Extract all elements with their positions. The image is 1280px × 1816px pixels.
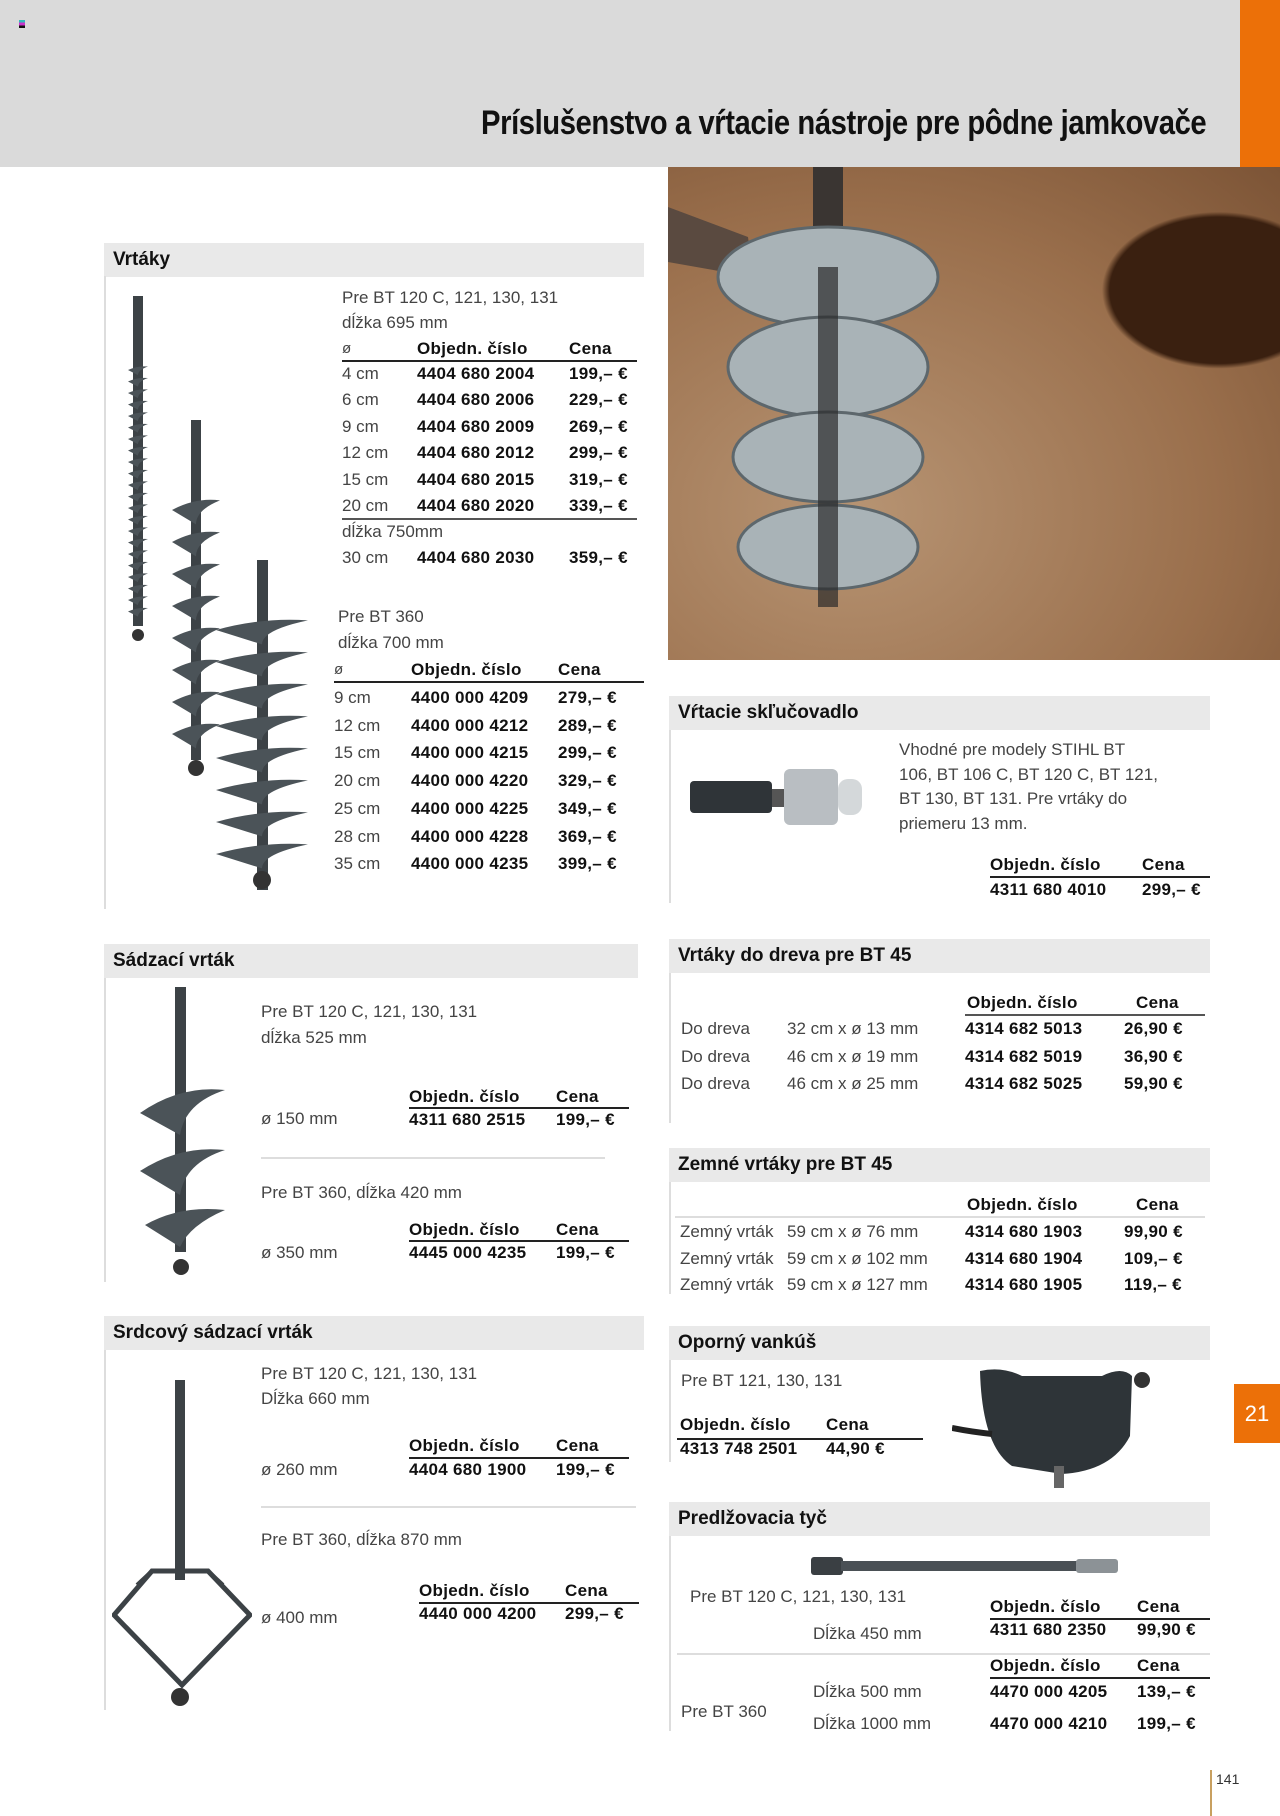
- srdcovy-b-models: Pre BT 360, dĺžka 870 mm: [261, 1530, 462, 1549]
- vrtaky-bt360-row-n: 4400 000 4228: [411, 827, 529, 846]
- vrtaky-bt360-row-n: 4400 000 4235: [411, 854, 529, 873]
- table-rule: [342, 518, 637, 520]
- print-marks-icon: [19, 20, 25, 28]
- oporny-price: 44,90 €: [826, 1439, 885, 1458]
- vrtaky-bt120-row-n: 4404 680 2006: [417, 390, 535, 409]
- skluc-number: 4311 680 4010: [990, 880, 1107, 899]
- auger-tip: [253, 871, 271, 889]
- table-rule: [965, 1014, 1205, 1016]
- vrtaky-bt120-row-n: 4404 680 2009: [417, 417, 535, 436]
- orange-corner-bar: [1240, 0, 1280, 167]
- vrtaky-bt360-row-p: 299,– €: [558, 743, 617, 762]
- col-order: Objedn. číslo: [409, 1436, 520, 1455]
- drevo-row-a: Do dreva: [681, 1047, 750, 1066]
- predl-b2-number: 4470 000 4210: [990, 1714, 1108, 1733]
- auger-in-soil-photo: [668, 167, 1280, 660]
- col-price: Cena: [569, 339, 612, 358]
- vrtaky-bt120-row-d: 12 cm: [342, 443, 389, 462]
- augers-image: [115, 290, 315, 900]
- section-border: [669, 1182, 671, 1294]
- srdcovy-a-models: Pre BT 120 C, 121, 130, 131: [261, 1364, 478, 1383]
- divider: [677, 1653, 1210, 1655]
- vrtaky-bt120-row-n: 4404 680 2015: [417, 470, 535, 489]
- auger-flight: [128, 596, 148, 605]
- predl-b1-length: Dĺžka 500 mm: [813, 1682, 922, 1701]
- vrtaky-bt360-row-p: 369,– €: [558, 827, 617, 846]
- auger-flight: [128, 412, 148, 421]
- predl-a-length: Dĺžka 450 mm: [813, 1624, 922, 1643]
- srdcovy-a-dia: ø 260 mm: [261, 1460, 338, 1479]
- drevo-row-n: 4314 682 5013: [965, 1019, 1083, 1038]
- col-order: Objedn. číslo: [990, 855, 1101, 874]
- zemne-row-a: Zemný vrták: [680, 1249, 774, 1268]
- sadzaci-b-dia: ø 350 mm: [261, 1243, 338, 1262]
- predl-b1-number: 4470 000 4205: [990, 1682, 1108, 1701]
- sadzaci-a-price: 199,– €: [556, 1110, 615, 1129]
- bt360-models: Pre BT 360: [338, 607, 424, 626]
- sadzaci-a-number: 4311 680 2515: [409, 1110, 526, 1129]
- auger-flight: [128, 493, 148, 502]
- col-order: Objedn. číslo: [967, 993, 1078, 1012]
- support-cushion-image: [952, 1366, 1162, 1491]
- zemne-row-n: 4314 680 1904: [965, 1249, 1083, 1268]
- vrtaky-bt360-row-d: 20 cm: [334, 771, 381, 790]
- vrtaky-bt360-row-p: 279,– €: [558, 688, 617, 707]
- skluc-price: 299,– €: [1142, 880, 1201, 899]
- col-price: Cena: [556, 1087, 599, 1106]
- predl-b2-length: Dĺžka 1000 mm: [813, 1714, 932, 1733]
- sadzaci-b-models: Pre BT 360, dĺžka 420 mm: [261, 1183, 462, 1202]
- zemne-row-p: 119,– €: [1124, 1275, 1182, 1294]
- col-order: Objedn. číslo: [419, 1581, 530, 1600]
- vrtaky-bt120-750-row-d: 30 cm: [342, 548, 389, 567]
- col-price: Cena: [556, 1220, 599, 1239]
- page-number-line: [1210, 1770, 1212, 1816]
- sadzaci-b-price: 199,– €: [556, 1243, 615, 1262]
- vrtaky-bt120-750-row-p: 359,– €: [569, 548, 628, 567]
- auger-tip: [132, 629, 144, 641]
- auger-flight: [172, 692, 220, 717]
- predl-b2-price: 199,– €: [1137, 1714, 1196, 1733]
- drevo-row-n: 4314 682 5019: [965, 1047, 1083, 1066]
- vrtaky-bt120-row-p: 269,– €: [569, 417, 628, 436]
- vrtaky-bt120-row-d: 9 cm: [342, 417, 379, 436]
- zemne-row-n: 4314 680 1905: [965, 1275, 1083, 1294]
- skluc-desc-3: BT 130, BT 131. Pre vrtáky do: [899, 789, 1128, 808]
- auger-flight: [128, 573, 148, 582]
- section-border: [104, 1350, 106, 1710]
- vrtaky-bt360-row-n: 4400 000 4220: [411, 771, 529, 790]
- auger-flight: [128, 562, 148, 571]
- auger-flight: [128, 608, 148, 617]
- sadzaci-a-dia: ø 150 mm: [261, 1109, 338, 1128]
- auger-photo-drawing: [668, 167, 1280, 660]
- drevo-row-p: 59,90 €: [1124, 1074, 1183, 1093]
- drevo-row-a: Do dreva: [681, 1019, 750, 1038]
- drevo-row-s: 32 cm x ø 13 mm: [787, 1019, 919, 1038]
- vrtaky-bt120-row-p: 229,– €: [569, 390, 628, 409]
- vrtaky-bt360-row-d: 9 cm: [334, 688, 371, 707]
- section-border: [669, 1360, 671, 1462]
- auger-flight: [172, 660, 220, 685]
- auger-flight: [172, 564, 220, 589]
- vrtaky-bt120-row-d: 6 cm: [342, 390, 379, 409]
- auger-flight: [172, 532, 220, 557]
- auger-flight: [216, 620, 308, 645]
- oporny-number: 4313 748 2501: [680, 1439, 798, 1458]
- bt360-length: dĺžka 700 mm: [338, 633, 444, 652]
- sadzaci-a-models: Pre BT 120 C, 121, 130, 131: [261, 1002, 478, 1021]
- auger-flight: [128, 401, 148, 410]
- col-order: Objedn. číslo: [990, 1656, 1101, 1675]
- section-header-vrtaky: Vrtáky: [104, 243, 644, 277]
- skluc-desc-2: 106, BT 106 C, BT 120 C, BT 121,: [899, 765, 1158, 784]
- divider: [261, 1157, 605, 1159]
- section-header-skluc: Vŕtacie skľučovadlo: [669, 696, 1210, 730]
- vrtaky-bt120-row-n: 4404 680 2020: [417, 496, 535, 515]
- table-rule: [342, 360, 637, 362]
- table-rule: [675, 1216, 1205, 1218]
- vrtaky-bt120-row-n: 4404 680 2012: [417, 443, 535, 462]
- vrtaky-bt120-row-d: 20 cm: [342, 496, 389, 515]
- col-dia: ø: [342, 340, 352, 357]
- auger-flight: [128, 516, 148, 525]
- predl-a-number: 4311 680 2350: [990, 1620, 1107, 1639]
- col-price: Cena: [1137, 1656, 1180, 1675]
- predl-b-models: Pre BT 360: [681, 1702, 767, 1721]
- zemne-row-s: 59 cm x ø 102 mm: [787, 1249, 928, 1268]
- vrtaky-bt360-row-p: 349,– €: [558, 799, 617, 818]
- vrtaky-bt360-row-n: 4400 000 4225: [411, 799, 529, 818]
- auger-flight: [128, 539, 148, 548]
- predl-a-price: 99,90 €: [1137, 1620, 1196, 1639]
- zemne-row-a: Zemný vrták: [680, 1275, 774, 1294]
- vrtaky-bt360-row-n: 4400 000 4212: [411, 716, 529, 735]
- planting-auger-image: [135, 985, 245, 1285]
- auger-flight: [216, 684, 308, 709]
- drevo-row-s: 46 cm x ø 19 mm: [787, 1047, 919, 1066]
- vrtaky-bt360-row-d: 12 cm: [334, 716, 381, 735]
- section-header-predl: Predlžovacia tyč: [669, 1502, 1210, 1536]
- auger-flight: [128, 527, 148, 536]
- extension-rod-image: [811, 1555, 1121, 1579]
- section-border: [669, 973, 671, 1123]
- table-rule: [990, 876, 1210, 878]
- srdcovy-b-price: 299,– €: [565, 1604, 624, 1623]
- vrtaky-bt120-row-d: 15 cm: [342, 470, 389, 489]
- auger-flight: [128, 378, 148, 387]
- table-rule: [409, 1240, 629, 1242]
- col-price: Cena: [1136, 993, 1179, 1012]
- section-header-sadzaci: Sádzací vrták: [104, 944, 638, 978]
- vrtaky-bt360-row-d: 15 cm: [334, 743, 381, 762]
- sadzaci-a-length: dĺžka 525 mm: [261, 1028, 367, 1047]
- auger-flight: [128, 435, 148, 444]
- table-rule: [409, 1107, 629, 1109]
- auger-flight: [128, 585, 148, 594]
- bt120-models: Pre BT 120 C, 121, 130, 131: [342, 288, 559, 307]
- auger-flight: [216, 812, 308, 837]
- section-header-drevo: Vrtáky do dreva pre BT 45: [669, 939, 1210, 973]
- auger-flight: [128, 481, 148, 490]
- auger-flight: [128, 366, 148, 375]
- sadzaci-b-number: 4445 000 4235: [409, 1243, 527, 1262]
- col-order: Objedn. číslo: [967, 1195, 1078, 1214]
- zemne-row-s: 59 cm x ø 76 mm: [787, 1222, 919, 1241]
- col-order: Objedn. číslo: [417, 339, 528, 358]
- auger-flight: [216, 652, 308, 677]
- zemne-row-s: 59 cm x ø 127 mm: [787, 1275, 928, 1294]
- col-price: Cena: [1142, 855, 1185, 874]
- section-border: [104, 276, 106, 909]
- auger-flight: [216, 780, 308, 805]
- auger-flight: [128, 458, 148, 467]
- col-dia: ø: [334, 661, 344, 678]
- table-rule: [334, 681, 644, 683]
- section-header-zemne: Zemné vrtáky pre BT 45: [669, 1148, 1210, 1182]
- auger-flight: [216, 716, 308, 741]
- vrtaky-bt120-row-p: 199,– €: [569, 364, 628, 383]
- page-number: 141: [1216, 1771, 1240, 1787]
- auger-flight: [128, 447, 148, 456]
- vrtaky-bt120-750-row-n: 4404 680 2030: [417, 548, 535, 567]
- section-border: [104, 978, 106, 1282]
- auger-flight: [216, 844, 308, 869]
- auger-flight: [128, 424, 148, 433]
- drevo-row-p: 26,90 €: [1124, 1019, 1183, 1038]
- auger-flight: [216, 748, 308, 773]
- auger-flight: [128, 389, 148, 398]
- skluc-desc-1: Vhodné pre modely STIHL BT: [899, 740, 1126, 759]
- zemne-row-a: Zemný vrták: [680, 1222, 774, 1241]
- vrtaky-bt120-row-d: 4 cm: [342, 364, 379, 383]
- vrtaky-bt120-row-n: 4404 680 2004: [417, 364, 535, 383]
- col-order: Objedn. číslo: [411, 660, 522, 679]
- predl-b1-price: 139,– €: [1137, 1682, 1196, 1701]
- col-price: Cena: [1137, 1597, 1180, 1616]
- srdcovy-a-length: Dĺžka 660 mm: [261, 1389, 370, 1408]
- vrtaky-bt360-row-n: 4400 000 4209: [411, 688, 529, 707]
- vrtaky-bt360-row-d: 35 cm: [334, 854, 381, 873]
- chapter-tab: 21: [1234, 1384, 1280, 1443]
- srdcovy-a-number: 4404 680 1900: [409, 1460, 527, 1479]
- zemne-row-n: 4314 680 1903: [965, 1222, 1083, 1241]
- skluc-desc-4: priemeru 13 mm.: [899, 814, 1028, 833]
- col-price: Cena: [565, 1581, 608, 1600]
- section-border: [669, 730, 671, 903]
- col-price: Cena: [556, 1436, 599, 1455]
- page-title: Príslušenstvo a vŕtacie nástroje pre pôdne jamkovače: [480, 104, 1206, 142]
- drevo-row-n: 4314 682 5025: [965, 1074, 1083, 1093]
- vrtaky-bt360-row-d: 28 cm: [334, 827, 381, 846]
- vrtaky-bt360-row-p: 329,– €: [558, 771, 617, 790]
- vrtaky-bt360-row-n: 4400 000 4215: [411, 743, 529, 762]
- vrtaky-bt360-row-d: 25 cm: [334, 799, 381, 818]
- col-price: Cena: [826, 1415, 869, 1434]
- table-rule: [990, 1677, 1210, 1679]
- drevo-row-p: 36,90 €: [1124, 1047, 1183, 1066]
- drevo-row-a: Do dreva: [681, 1074, 750, 1093]
- drevo-row-s: 46 cm x ø 25 mm: [787, 1074, 919, 1093]
- auger-flight: [172, 596, 220, 621]
- col-order: Objedn. číslo: [409, 1220, 520, 1239]
- col-price: Cena: [558, 660, 601, 679]
- col-order: Objedn. číslo: [409, 1087, 520, 1106]
- srdcovy-b-number: 4440 000 4200: [419, 1604, 537, 1623]
- auger-flight: [172, 500, 220, 525]
- oporny-models: Pre BT 121, 130, 131: [681, 1371, 843, 1390]
- auger-tip: [188, 760, 204, 776]
- bt120-length-750: dĺžka 750mm: [342, 522, 444, 541]
- col-order: Objedn. číslo: [680, 1415, 791, 1434]
- vrtaky-bt120-row-p: 319,– €: [569, 470, 628, 489]
- vrtaky-bt360-row-p: 399,– €: [558, 854, 617, 873]
- vrtaky-bt360-row-p: 289,– €: [558, 716, 617, 735]
- srdcovy-b-dia: ø 400 mm: [261, 1608, 338, 1627]
- vrtaky-bt120-row-p: 339,– €: [569, 496, 628, 515]
- bt120-length: dĺžka 695 mm: [342, 313, 448, 332]
- section-header-oporny: Oporný vankúš: [669, 1326, 1210, 1360]
- zemne-row-p: 109,– €: [1124, 1249, 1183, 1268]
- zemne-row-p: 99,90 €: [1124, 1222, 1183, 1241]
- col-order: Objedn. číslo: [990, 1597, 1101, 1616]
- divider: [261, 1506, 636, 1508]
- vrtaky-bt120-row-p: 299,– €: [569, 443, 628, 462]
- srdcovy-a-price: 199,– €: [556, 1460, 615, 1479]
- auger-flight: [172, 628, 220, 653]
- heart-auger-image: [112, 1375, 252, 1715]
- section-header-srdcovy: Srdcový sádzací vrták: [104, 1316, 644, 1350]
- drill-chuck-image: [688, 765, 868, 835]
- auger-flight: [172, 724, 220, 749]
- auger-flight: [128, 470, 148, 479]
- col-price: Cena: [1136, 1195, 1179, 1214]
- auger-flight: [128, 550, 148, 559]
- auger-flight: [128, 504, 148, 513]
- predl-a-models: Pre BT 120 C, 121, 130, 131: [690, 1587, 907, 1606]
- table-rule: [409, 1457, 629, 1459]
- section-border: [669, 1536, 671, 1731]
